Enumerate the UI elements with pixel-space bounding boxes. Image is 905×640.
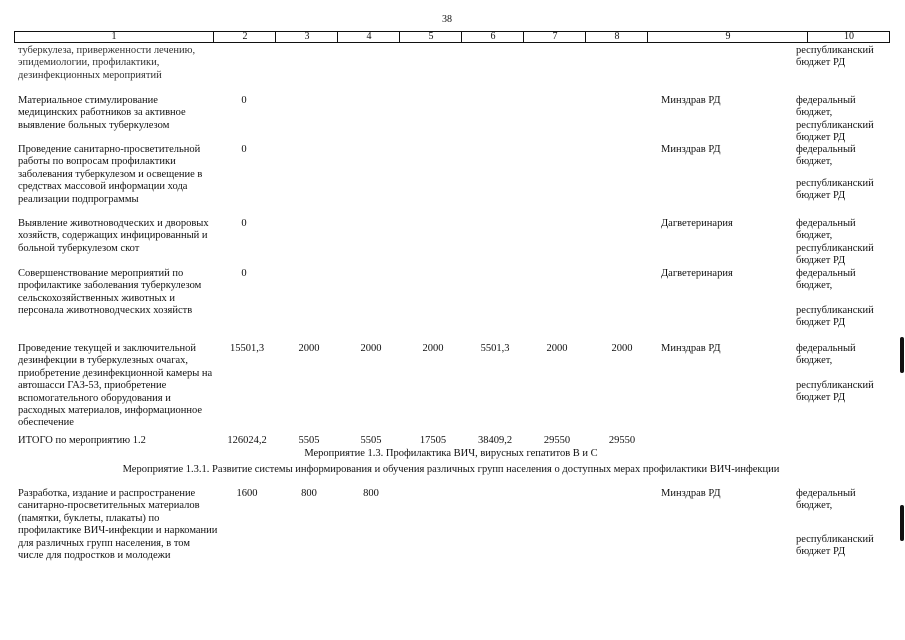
- subsection-title: Мероприятие 1.3.1. Развитие системы информирования и обучения различных групп населения о доступных мерах профилактики ВИЧ-инфекции: [122, 464, 780, 475]
- row-5-value-3: 2000: [360, 343, 382, 354]
- row-2-executor: Минздрав РД: [661, 144, 721, 155]
- header-col-3: 3: [275, 32, 338, 42]
- total-value-1: 126024,2: [227, 435, 267, 446]
- header-col-2: 2: [213, 32, 276, 42]
- total-value-5: 38409,2: [477, 435, 513, 446]
- last-row-value-3: 800: [363, 488, 379, 499]
- header-col-7: 7: [523, 32, 586, 42]
- row-5-value-6: 2000: [546, 343, 568, 354]
- row-0-name: туберкулеза, приверженности лечению, эпидемиологии, профилактики, дезинфекционных мероприятий: [18, 45, 196, 81]
- row-0-source-b: бюджет РД: [796, 57, 846, 68]
- row-1-executor: Минздрав РД: [661, 95, 721, 106]
- row-5-source-a: федеральный бюджет,: [796, 343, 856, 367]
- row-5-value-1: 15501,3: [229, 343, 265, 354]
- row-5-value-2: 2000: [298, 343, 320, 354]
- row-1-name: Материальное стимулирование медицинских работников за активное выявление больных туберкулезом: [18, 95, 186, 131]
- scan-mark: [900, 505, 904, 541]
- row-3-name: Выявление животноводческих и дворовых хозяйств, содержащих инфицированный и больной туберкулезом скот: [18, 218, 209, 254]
- row-0-source-a: республиканский: [796, 45, 874, 56]
- last-row-source-b: республиканский бюджет РД: [796, 534, 874, 558]
- total-value-3: 5505: [360, 435, 382, 446]
- header-col-5: 5: [399, 32, 462, 42]
- row-2-value-1: 0: [241, 144, 247, 155]
- total-value-2: 5505: [298, 435, 320, 446]
- row-5-name: Проведение текущей и заключительной дезинфекции в туберкулезных очагах, приобретение дезинфекционной камеры на автошасси ГАЗ-53, приобретение вспомогательного оборудования и расходных материалов, информационное обеспечение: [18, 343, 213, 429]
- row-4-source-a: федеральный бюджет,: [796, 268, 856, 292]
- row-3-value-1: 0: [241, 218, 247, 229]
- total-value-6: 29550: [543, 435, 571, 446]
- last-row-value-2: 800: [301, 488, 317, 499]
- row-4-value-1: 0: [241, 268, 247, 279]
- scan-mark: [900, 337, 904, 373]
- row-5-value-5: 5501,3: [480, 343, 510, 354]
- row-4-name: Совершенствование мероприятий по профилактике заболевания туберкулезом сельскохозяйственных животных и персонала животноводческих хозяйств: [18, 268, 202, 317]
- page-number: 38: [442, 14, 452, 25]
- header-col-10: 10: [807, 32, 890, 42]
- header-col-4: 4: [337, 32, 400, 42]
- row-4-source-b: республиканский бюджет РД: [796, 305, 874, 329]
- header-col-1: 1: [111, 31, 117, 42]
- row-5-value-4: 2000: [422, 343, 444, 354]
- row-2-source-a: федеральный бюджет,: [796, 144, 856, 168]
- row-1-source-a: федеральный бюджет, республиканский бюджет РД: [796, 95, 874, 144]
- total-value-7: 29550: [608, 435, 636, 446]
- row-2-source-b: республиканский бюджет РД: [796, 178, 874, 202]
- total-label: ИТОГО по мероприятию 1.2: [18, 435, 146, 446]
- row-5-source-b: республиканский бюджет РД: [796, 380, 874, 404]
- header-col-8: 8: [585, 32, 648, 42]
- header-col-9: 9: [647, 32, 808, 42]
- header-col-6: 6: [461, 32, 524, 42]
- row-3-source-a: федеральный бюджет, республиканский бюджет РД: [796, 218, 874, 267]
- total-value-4: 17505: [419, 435, 447, 446]
- last-row-source-a: федеральный бюджет,: [796, 488, 856, 512]
- row-4-executor: Дагветеринария: [661, 268, 733, 279]
- row-5-value-7: 2000: [611, 343, 633, 354]
- row-3-executor: Дагветеринария: [661, 218, 733, 229]
- table-header: [14, 31, 890, 43]
- row-5-executor: Минздрав РД: [661, 343, 721, 354]
- row-2-name: Проведение санитарно-просветительной работы по вопросам профилактики заболевания туберкулезом и освещение в средствах массовой информации хода реализации подпрограммы: [18, 144, 203, 205]
- row-1-value-1: 0: [241, 95, 247, 106]
- last-row-value-1: 1600: [236, 488, 258, 499]
- last-row-executor: Минздрав РД: [661, 488, 721, 499]
- last-row-name: Разработка, издание и распространение санитарно-просветительных материалов (памятки, буклеты, плакаты) по профилактике ВИЧ-инфекции и наркомании для различных групп населения, в том числе для подростков и молодежи: [18, 488, 218, 562]
- section-title: Мероприятие 1.3. Профилактика ВИЧ, вирусных гепатитов В и С: [304, 448, 598, 459]
